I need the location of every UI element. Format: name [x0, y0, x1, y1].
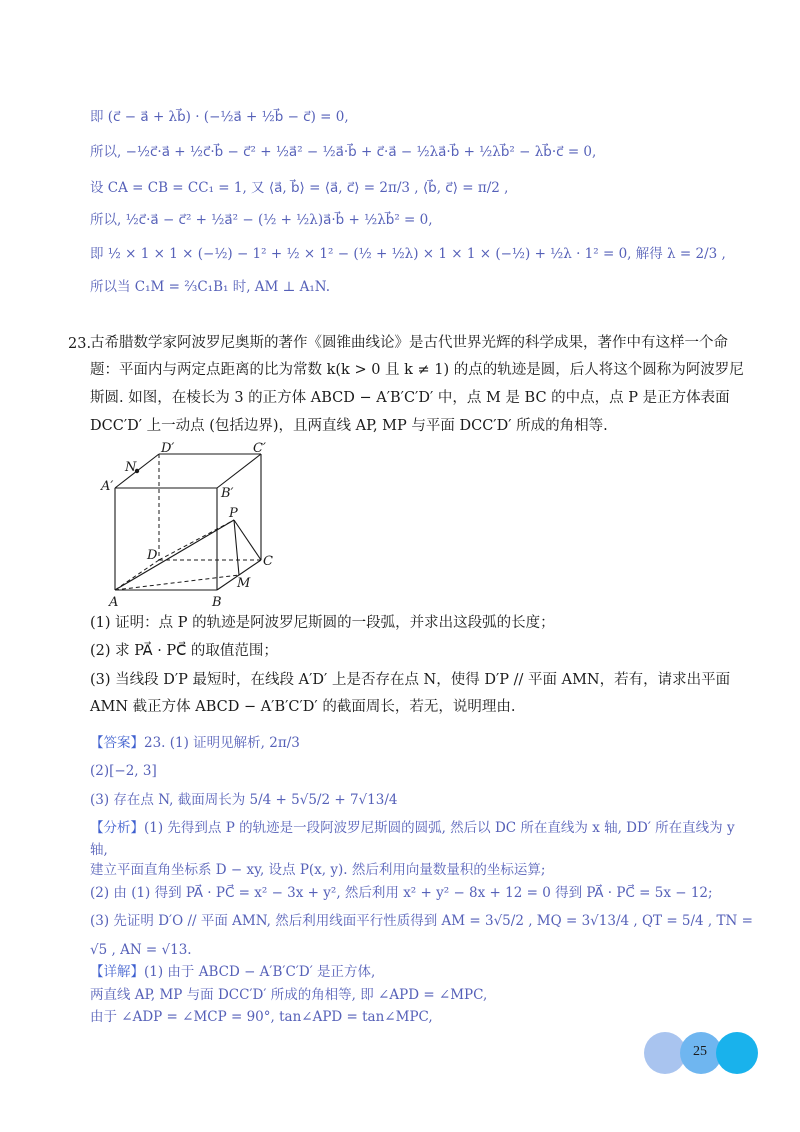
analysis-line: 轴,: [90, 842, 108, 858]
question-line: DCC′D′ 上一动点 (包括边界)，且两直线 AP, MP 与平面 DCC′D′ 所成的角相等.: [90, 418, 608, 434]
label-c: C: [263, 554, 273, 569]
label-d: D: [147, 548, 158, 563]
solution-line: 设 CA = CB = CC₁ = 1, 又 ⟨a⃗, b⃗⟩ = ⟨a⃗, c⃗⟩ = 2π/3 , ⟨b⃗, c⃗⟩ = π/2 ,: [90, 180, 509, 196]
analysis-line: √5 , AN = √13.: [90, 942, 192, 958]
analysis-line: (3) 先证明 D′O // 平面 AMN, 然后利用线面平行性质得到 AM = 3√5/2 , MQ = 3√13/4 , QT = 5/4 , TN =: [90, 913, 753, 929]
cube-figure: [95, 440, 295, 610]
detail-line: (1) 由于 ABCD − A′B′C′D′ 是正方体,: [144, 964, 376, 980]
label-b: B: [212, 595, 222, 610]
detail-line: 两直线 AP, MP 与面 DCC′D′ 所成的角相等, 即 ∠APD = ∠MPC,: [90, 987, 488, 1003]
decor-circle: [716, 1032, 758, 1074]
label-a-prime: A′: [101, 479, 114, 494]
question-line: 古希腊数学家阿波罗尼奥斯的著作《圆锥曲线论》是古代世界光辉的科学成果，著作中有这样一个命: [90, 335, 728, 351]
question-part: (2) 求 PA⃗ · PC⃗ 的取值范围；: [90, 643, 278, 659]
label-d-prime: D′: [161, 441, 175, 456]
solution-line: 即 (c⃗ − a⃗ + λb⃗) · (−½a⃗ + ½b⃗ − c⃗) = 0,: [90, 109, 349, 125]
solution-line: 所以, ½c⃗·a⃗ − c⃗² + ½a⃗² − (½ + ½λ)a⃗·b⃗ + ½λb⃗² = 0,: [90, 212, 433, 228]
question-line: 题：平面内与两定点距离的比为常数 k(k > 0 且 k ≠ 1) 的点的轨迹是圆，后人将这个圆称为阿波罗尼: [90, 362, 744, 378]
label-m: M: [237, 576, 251, 591]
analysis-tag: 【分析】: [90, 820, 144, 836]
label-c-prime: C′: [253, 441, 266, 456]
label-a: A: [109, 595, 119, 610]
question-number: 23.: [68, 336, 92, 352]
answer-line: (3) 存在点 N, 截面周长为 5/4 + 5√5/2 + 7√13/4: [90, 792, 398, 808]
question-line: 斯圆. 如图，在棱长为 3 的正方体 ABCD − A′B′C′D′ 中，点 M 是 BC 的中点，点 P 是正方体表面: [90, 390, 730, 406]
page-number-badge: [644, 1032, 756, 1076]
analysis-line: 建立平面直角坐标系 D − xy, 设点 P(x, y). 然后利用向量数量积的坐标运算;: [90, 862, 546, 878]
answer-line: 23. (1) 证明见解析, 2π/3: [144, 735, 300, 751]
page-number: 25: [693, 1044, 707, 1059]
analysis-line: (1) 先得到点 P 的轨迹是一段阿波罗尼斯圆的圆弧, 然后以 DC 所在直线为 x 轴, DD′ 所在直线为 y: [144, 820, 735, 836]
solution-line: 即 ½ × 1 × 1 × (−½) − 1² + ½ × 1² − (½ + ½λ) × 1 × 1 × (−½) + ½λ · 1² = 0, 解得 λ = 2/3 ,: [90, 246, 726, 262]
analysis-line: (2) 由 (1) 得到 PA⃗ · PC⃗ = x² − 3x + y², 然后利用 x² + y² − 8x + 12 = 0 得到 PA⃗ · PC⃗ = 5x − 12;: [90, 885, 713, 901]
answer-tag: 【答案】: [90, 735, 144, 751]
label-n: N: [125, 460, 137, 475]
solution-line: 所以当 C₁M = ⅔C₁B₁ 时, AM ⊥ A₁N.: [90, 279, 331, 295]
question-part: (1) 证明：点 P 的轨迹是阿波罗尼斯圆的一段弧，并求出这段弧的长度；: [90, 615, 555, 631]
detail-line: 由于 ∠ADP = ∠MCP = 90°, tan∠APD = tan∠MPC,: [90, 1009, 433, 1025]
question-part: (3) 当线段 D′P 最短时，在线段 A′D′ 上是否存在点 N，使得 D′P // 平面 AMN，若有，请求出平面: [90, 672, 731, 688]
label-p: P: [229, 506, 238, 521]
answer-line: (2)[−2, 3]: [90, 763, 157, 779]
detail-tag: 【详解】: [90, 964, 144, 980]
label-b-prime: B′: [221, 486, 234, 501]
question-part: AMN 截正方体 ABCD − A′B′C′D′ 的截面周长，若无，说明理由.: [90, 699, 516, 715]
solution-line: 所以, −½c⃗·a⃗ + ½c⃗·b⃗ − c⃗² + ½a⃗² − ½a⃗·b⃗ + c⃗·a⃗ − ½λa⃗·b⃗ + ½λb⃗² − λb⃗·c⃗ = 0,: [90, 144, 597, 160]
